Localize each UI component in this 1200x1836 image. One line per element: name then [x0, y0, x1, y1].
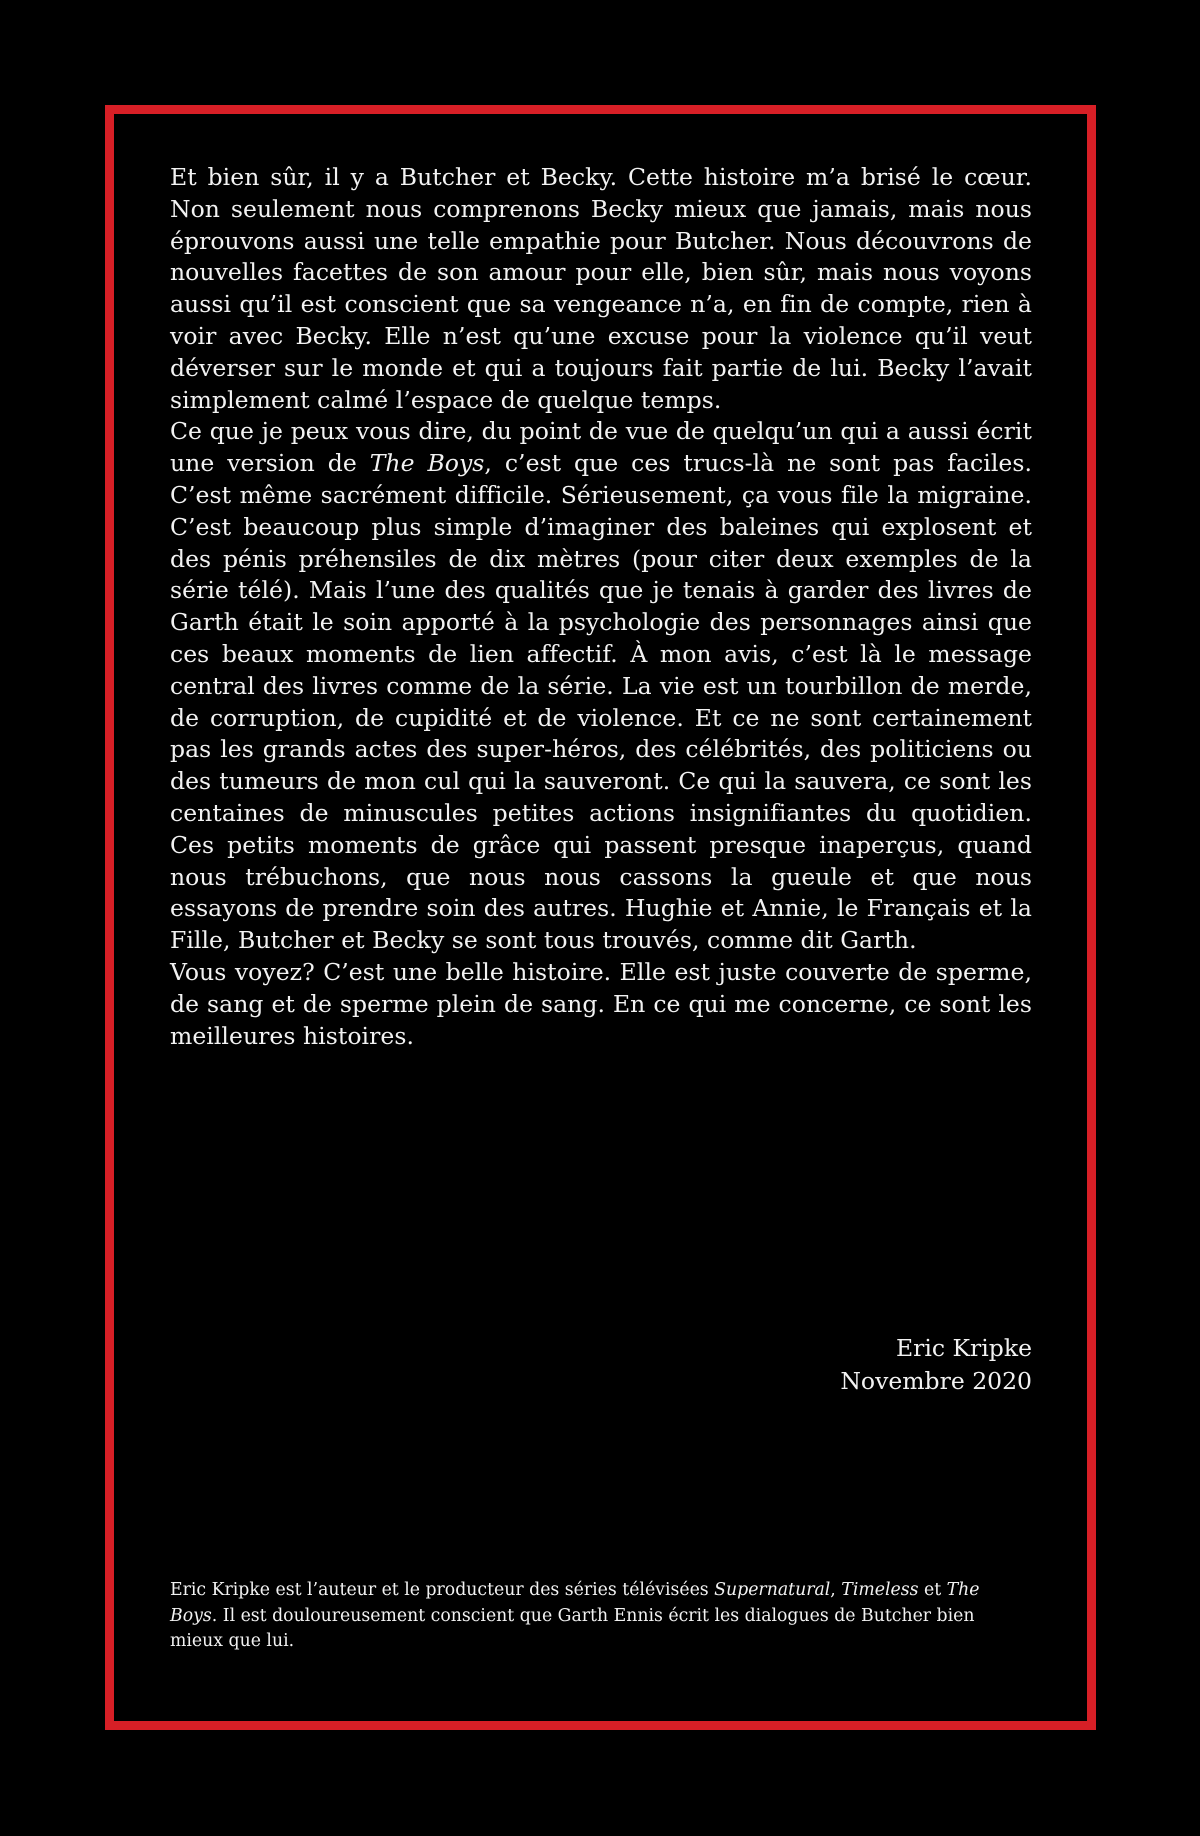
essay-body	[170, 162, 1032, 1052]
paragraph-3-text: Vous voyez? C’est une belle histoire. Elle est juste couverte de sperme, de sang et de sperme plein de sang. En ce qui me concerne, ce sont les meilleures histoires.	[170, 957, 1032, 1050]
title-the-boys-bio: The Boys	[170, 1580, 980, 1626]
bio-text-d: . Il est douloureusement conscient que Garth Ennis écrit les dialogues de Butcher bien mieux que lui.	[170, 1605, 975, 1652]
signature-date: Novembre 2020	[840, 1367, 1032, 1395]
paragraph-2-text-a: Ce que je peux vous dire, du point de vue de quelqu’un qui a aussi écrit une version de	[170, 417, 1032, 478]
title-timeless: Timeless	[841, 1580, 919, 1600]
title-the-boys: The Boys	[369, 449, 485, 478]
bio-text-b: ,	[830, 1580, 842, 1600]
signature-block	[700, 1332, 1032, 1398]
paragraph-3	[170, 957, 1032, 1052]
paragraph-2	[170, 416, 1032, 957]
paragraph-1	[170, 162, 1032, 416]
bio-text-a: Eric Kripke est l’auteur et le producteur des séries télévisées	[170, 1580, 715, 1600]
author-bio	[170, 1578, 1032, 1655]
title-supernatural: Supernatural	[714, 1580, 831, 1600]
bio-text-c: et	[918, 1580, 947, 1600]
paragraph-1-text: Et bien sûr, il y a Butcher et Becky. Cette histoire m’a brisé le cœur. Non seulement nous comprenons Becky mieux que jamais, mais nous éprouvons aussi une telle empathie pour Butcher. Nous découvrons de nouvelles facettes de son amour pour elle, bien sûr, mais nous voyons aussi qu’il est conscient que sa vengeance n’a, en fin de compte, rien à voir avec Becky. Elle n’est qu’une excuse pour la violence qu’il veut déverser sur le monde et qui a toujours fait partie de lui. Becky l’avait simplement calmé l’espace de quelque temps.	[170, 163, 1032, 414]
paragraph-2-text-b: , c’est que ces trucs-là ne sont pas faciles. C’est même sacrément difficile. Sérieusement, ça vous file la migraine. C’est beaucoup plus simple d’imaginer des baleines qui explosent et des pénis préhensiles de dix mètres (pour citer deux exemples de la série télé). Mais l’une des qualités que je tenais à garder des livres de Garth était le soin apporté à la psychologie des personnages ainsi que ces beaux moments de lien affectif. À mon avis, c’est là le message central des livres comme de la série. La vie est un tourbillon de merde, de corruption, de cupidité et de violence. Et ce ne sont certainement pas les grands actes des super-héros, des célébrités, des politiciens ou des tumeurs de mon cul qui la sauveront. Ce qui la sauvera, ce sont les centaines de minuscules petites actions insignifiantes du quotidien. Ces petits moments de grâce qui passent presque inaperçus, quand nous trébuchons, que nous nous cassons la gueule et que nous essayons de prendre soin des autres. Hughie et Annie, le Français et la Fille, Butcher et Becky se sont tous trouvés, comme dit Garth.	[170, 449, 1032, 955]
author-name: Eric Kripke	[895, 1334, 1032, 1362]
